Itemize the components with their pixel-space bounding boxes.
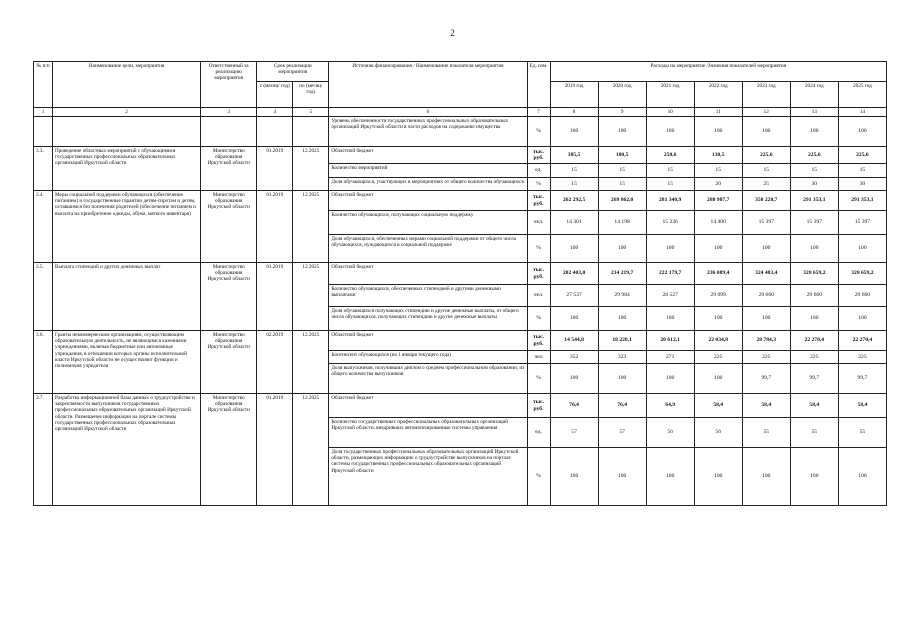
value-cell: 100 <box>598 307 646 331</box>
item-end: 12.2025 <box>293 191 329 263</box>
value-cell: 14 544,8 <box>550 331 598 351</box>
header-to: по (месяц/ год) <box>293 82 329 108</box>
value-cell: 250,6 <box>646 147 694 164</box>
value-cell: 100 <box>694 448 742 506</box>
value-cell: 58,4 <box>838 394 886 418</box>
value-cell: 57 <box>598 418 646 448</box>
value-cell: 15 <box>838 164 886 178</box>
item-number: 3.6. <box>34 331 53 394</box>
value-cell: 291 353,1 <box>790 191 838 211</box>
value-cell: 14 198 <box>598 211 646 235</box>
value-cell: 99,7 <box>838 364 886 394</box>
header-year: 2019 год <box>550 82 598 108</box>
column-number: 4 <box>257 108 293 117</box>
value-cell: 225,6 <box>742 147 790 164</box>
item-responsible: Министерство образования Иркутской области <box>201 263 257 331</box>
item-name: Разработка информационной базы данных о трудоустройстве и закрепляемости выпускников государственных профессиональных образовательных организаций Иркутской области. Размещение информации на портале системы государственных профессиональных образовательных организаций Иркутской области <box>53 394 201 506</box>
header-unit: Ед. изм. <box>527 62 550 108</box>
value-cell: 15 <box>646 164 694 178</box>
value-cell: 22 034,8 <box>694 331 742 351</box>
unit-cell: ед. <box>527 164 550 178</box>
value-cell: 350 228,7 <box>742 191 790 211</box>
value-cell: 100 <box>598 117 646 147</box>
unit-cell: чел. <box>527 211 550 235</box>
page-number: 2 <box>450 28 455 38</box>
header-year: 2025 год <box>838 82 886 108</box>
column-number: 3 <box>201 108 257 117</box>
value-cell: 385,5 <box>550 147 598 164</box>
item-number: 3.5. <box>34 263 53 331</box>
unit-cell: чел. <box>527 285 550 307</box>
indicator-label: Доля обучающихся, обеспеченных мерами социальной поддержки от общего числа обучающихся, нуждающихся в социальной поддержке <box>329 235 527 263</box>
value-cell: 29 660 <box>838 285 886 307</box>
value-cell: 100 <box>694 307 742 331</box>
column-number: 5 <box>293 108 329 117</box>
value-cell: 225,6 <box>838 147 886 164</box>
header-name: Наименование цели, мероприятия <box>53 62 201 108</box>
item-end: 12.2025 <box>293 263 329 331</box>
value-cell: 222 179,7 <box>646 263 694 285</box>
value-cell: 15 <box>550 178 598 191</box>
value-cell: 55 <box>742 418 790 448</box>
value-cell: 180,5 <box>598 147 646 164</box>
indicator-label: Доля выпускников, получивших диплом о среднем профессиональном образовании, из общего количества выпускников <box>329 364 527 394</box>
header-year: 2023 год <box>742 82 790 108</box>
unit-cell: тыс. руб. <box>527 191 550 211</box>
value-cell: 15 <box>550 164 598 178</box>
indicator-label: Количество государственных профессиональных образовательных организаций Иркутской области, внедривших автоматизированные системы управления <box>329 418 527 448</box>
unit-cell: тыс. руб. <box>527 263 550 285</box>
indicator-unit: % <box>527 117 550 147</box>
indicator-label: Количество обучающихся, получающих социальную поддержку <box>329 211 527 235</box>
value-cell: 55 <box>790 418 838 448</box>
value-cell: 76,4 <box>598 394 646 418</box>
value-cell: 15 <box>790 164 838 178</box>
item-start: 02.2019 <box>257 331 293 394</box>
value-cell: 29 660 <box>742 285 790 307</box>
value-cell: 288 907,7 <box>694 191 742 211</box>
value-cell: 29 984 <box>598 285 646 307</box>
value-cell: 58,4 <box>694 394 742 418</box>
value-cell: 15 <box>598 178 646 191</box>
value-cell: 20 <box>694 178 742 191</box>
value-cell: 323 <box>598 351 646 364</box>
value-cell: 100 <box>694 235 742 263</box>
indicator-label: Уровень обеспеченности государственных профессиональных образовательных организаций Иркутской области в части расходов на содержание имущества <box>329 117 527 147</box>
table-row <box>34 263 887 285</box>
empty-cell <box>201 117 257 147</box>
value-cell: 100 <box>550 307 598 331</box>
column-number: 9 <box>598 108 646 117</box>
value-cell: 214 219,7 <box>598 263 646 285</box>
item-end: 12.2025 <box>293 147 329 191</box>
funding-source: Областной бюджет <box>329 394 527 418</box>
value-cell: 100 <box>550 117 598 147</box>
value-cell: 100 <box>838 448 886 506</box>
value-cell: 225,6 <box>790 147 838 164</box>
value-cell: 271 <box>646 351 694 364</box>
value-cell: 100 <box>598 235 646 263</box>
value-cell: 100 <box>646 448 694 506</box>
value-cell: 99,7 <box>742 364 790 394</box>
column-number: 1 <box>34 108 53 117</box>
empty-cell <box>53 117 201 147</box>
funding-source: Областной бюджет <box>329 147 527 164</box>
table-row <box>34 191 887 211</box>
value-cell: 100 <box>598 448 646 506</box>
unit-cell: тыс. руб. <box>527 331 550 351</box>
value-cell: 15 <box>646 178 694 191</box>
unit-cell: % <box>527 364 550 394</box>
value-cell: 281 340,9 <box>646 191 694 211</box>
item-responsible: Министерство образования Иркутской области <box>201 394 257 506</box>
value-cell: 99,7 <box>790 364 838 394</box>
header-year: 2020 год <box>598 82 646 108</box>
program-table <box>33 61 887 506</box>
value-cell: 236 089,4 <box>694 263 742 285</box>
column-number: 13 <box>790 108 838 117</box>
value-cell: 55 <box>838 418 886 448</box>
unit-cell: тыс. руб. <box>527 394 550 418</box>
value-cell: 291 353,1 <box>838 191 886 211</box>
value-cell: 100 <box>646 235 694 263</box>
value-cell: 100 <box>694 364 742 394</box>
column-number: 10 <box>646 108 694 117</box>
indicator-label: Доля государственных профессиональных образовательных организаций Иркутской области, размещающих информацию о трудоустройстве выпускников на портале системы государственных профессиональных образовательных организаций Иркутской области <box>329 448 527 506</box>
value-cell: 328 659,2 <box>790 263 838 285</box>
header-year: 2022 год <box>694 82 742 108</box>
value-cell: 57 <box>550 418 598 448</box>
item-start: 01.2019 <box>257 191 293 263</box>
value-cell: 18 228,1 <box>598 331 646 351</box>
table-row <box>34 394 887 418</box>
item-end: 12.2025 <box>293 394 329 506</box>
value-cell: 130,5 <box>694 147 742 164</box>
column-number: 8 <box>550 108 598 117</box>
unit-cell: % <box>527 235 550 263</box>
value-cell: 352 <box>550 351 598 364</box>
indicator-label: Количество мероприятий <box>329 164 527 178</box>
value-cell: 324 483,4 <box>742 263 790 285</box>
value-cell: 58,4 <box>742 394 790 418</box>
unit-cell: % <box>527 178 550 191</box>
column-number: 12 <box>742 108 790 117</box>
value-cell: 15 <box>742 164 790 178</box>
unit-cell: % <box>527 448 550 506</box>
header-from: с (месяц/ год) <box>257 82 293 108</box>
value-cell: 225 <box>838 351 886 364</box>
header-source: Источник финансирования / Наименование показателя мероприятия <box>329 62 527 108</box>
value-cell: 22 270,4 <box>790 331 838 351</box>
item-name: Гранты некоммерческим организациям, осуществляющим образовательную деятельность, не являющимся казенными учреждениями, включая бюджетные или автономные учреждения, в отношении которых органы исполнительной власти Иркутской области не осуществляют функции и полномочия учредителя <box>53 331 201 394</box>
item-name: Проведение областных мероприятий с обучающимися государственных профессиональных образовательных организаций Иркутской области <box>53 147 201 191</box>
value-cell: 28 527 <box>646 285 694 307</box>
item-number: 3.3. <box>34 147 53 191</box>
value-cell: 56 <box>694 418 742 448</box>
unit-cell: % <box>527 307 550 331</box>
value-cell: 15 397 <box>742 211 790 235</box>
item-start: 01.2019 <box>257 147 293 191</box>
indicator-label: Доля обучающихся получающих стипендию и другие денежные выплаты, от общего числа обучающихся, получающих стипендию и другие денежные выплаты <box>329 307 527 331</box>
value-cell: 22 270,4 <box>838 331 886 351</box>
value-cell: 100 <box>790 117 838 147</box>
header-num: № п/п <box>34 62 53 108</box>
value-cell: 100 <box>742 307 790 331</box>
value-cell: 100 <box>742 235 790 263</box>
column-number: 2 <box>53 108 201 117</box>
item-responsible: Министерство образования Иркутской области <box>201 331 257 394</box>
value-cell: 29 660 <box>790 285 838 307</box>
value-cell: 100 <box>646 307 694 331</box>
empty-cell <box>34 117 53 147</box>
table-row <box>34 331 887 351</box>
value-cell: 100 <box>550 364 598 394</box>
item-responsible: Министерство образования Иркутской области <box>201 191 257 263</box>
funding-source: Областной бюджет <box>329 331 527 351</box>
value-cell: 25 <box>742 178 790 191</box>
value-cell: 269 862,0 <box>598 191 646 211</box>
value-cell: 15 397 <box>838 211 886 235</box>
value-cell: 29 099 <box>694 285 742 307</box>
header-costs: Расходы на мероприятие /Значения показателей мероприятия <box>550 62 886 82</box>
unit-cell: тыс. руб. <box>527 147 550 164</box>
item-number: 3.7. <box>34 394 53 506</box>
value-cell: 14 301 <box>550 211 598 235</box>
value-cell: 100 <box>838 117 886 147</box>
value-cell: 100 <box>550 235 598 263</box>
value-cell: 100 <box>790 307 838 331</box>
value-cell: 225 <box>790 351 838 364</box>
column-number: 11 <box>694 108 742 117</box>
value-cell: 225 <box>694 351 742 364</box>
indicator-label: Количество обучающихся, обеспеченных стипендией и другими денежными выплатами <box>329 285 527 307</box>
value-cell: 100 <box>646 117 694 147</box>
value-cell: 76,4 <box>550 394 598 418</box>
value-cell: 64,9 <box>646 394 694 418</box>
value-cell: 202 403,0 <box>550 263 598 285</box>
header-period: Срок реализации мероприятия <box>257 62 329 82</box>
value-cell: 100 <box>790 448 838 506</box>
value-cell: 100 <box>694 117 742 147</box>
item-start: 01.2019 <box>257 394 293 506</box>
value-cell: 100 <box>550 448 598 506</box>
item-number: 3.4. <box>34 191 53 263</box>
value-cell: 225 <box>742 351 790 364</box>
value-cell: 100 <box>790 235 838 263</box>
unit-cell: ед. <box>527 418 550 448</box>
value-cell: 15 <box>598 164 646 178</box>
header-year: 2021 год <box>646 82 694 108</box>
empty-cell <box>293 117 329 147</box>
value-cell: 30 <box>790 178 838 191</box>
item-name: Меры социальной поддержки обучающихся (обеспечение питанием) и государственные гарантии детям-сиротам и детям, оставшимся без попечения родителей (обеспечение питанием и выплата на приобретение одежды, обуви, мягкого инвентаря) <box>53 191 201 263</box>
funding-source: Областной бюджет <box>329 263 527 285</box>
item-name: Выплата стипендий и других денежных выплат <box>53 263 201 331</box>
empty-cell <box>257 117 293 147</box>
indicator-label: Доля обучающихся, участвующих в мероприятиях от общего количества обучающихся <box>329 178 527 191</box>
value-cell: 100 <box>838 235 886 263</box>
value-cell: 15 236 <box>646 211 694 235</box>
value-cell: 15 <box>694 164 742 178</box>
value-cell: 100 <box>742 117 790 147</box>
value-cell: 262 292,5 <box>550 191 598 211</box>
unit-cell: чел <box>527 351 550 364</box>
header-year: 2024 год <box>790 82 838 108</box>
column-number: 14 <box>838 108 886 117</box>
value-cell: 58,4 <box>790 394 838 418</box>
header-responsible: Ответственный за реализацию мероприятия <box>201 62 257 108</box>
column-number: 7 <box>527 108 550 117</box>
value-cell: 28 784,3 <box>742 331 790 351</box>
value-cell: 15 397 <box>790 211 838 235</box>
value-cell: 20 612,1 <box>646 331 694 351</box>
value-cell: 100 <box>646 364 694 394</box>
value-cell: 27 537 <box>550 285 598 307</box>
value-cell: 328 659,2 <box>838 263 886 285</box>
indicator-label: Контингент обучающихся (на 1 января текущего года) <box>329 351 527 364</box>
value-cell: 100 <box>742 448 790 506</box>
item-end: 12.2025 <box>293 331 329 394</box>
value-cell: 100 <box>598 364 646 394</box>
table-row <box>34 147 887 164</box>
value-cell: 56 <box>646 418 694 448</box>
item-responsible: Министерство образования Иркутской области <box>201 147 257 191</box>
value-cell: 30 <box>838 178 886 191</box>
item-start: 01.2019 <box>257 263 293 331</box>
value-cell: 14 400 <box>694 211 742 235</box>
column-number: 6 <box>329 108 527 117</box>
funding-source: Областной бюджет <box>329 191 527 211</box>
value-cell: 100 <box>838 307 886 331</box>
